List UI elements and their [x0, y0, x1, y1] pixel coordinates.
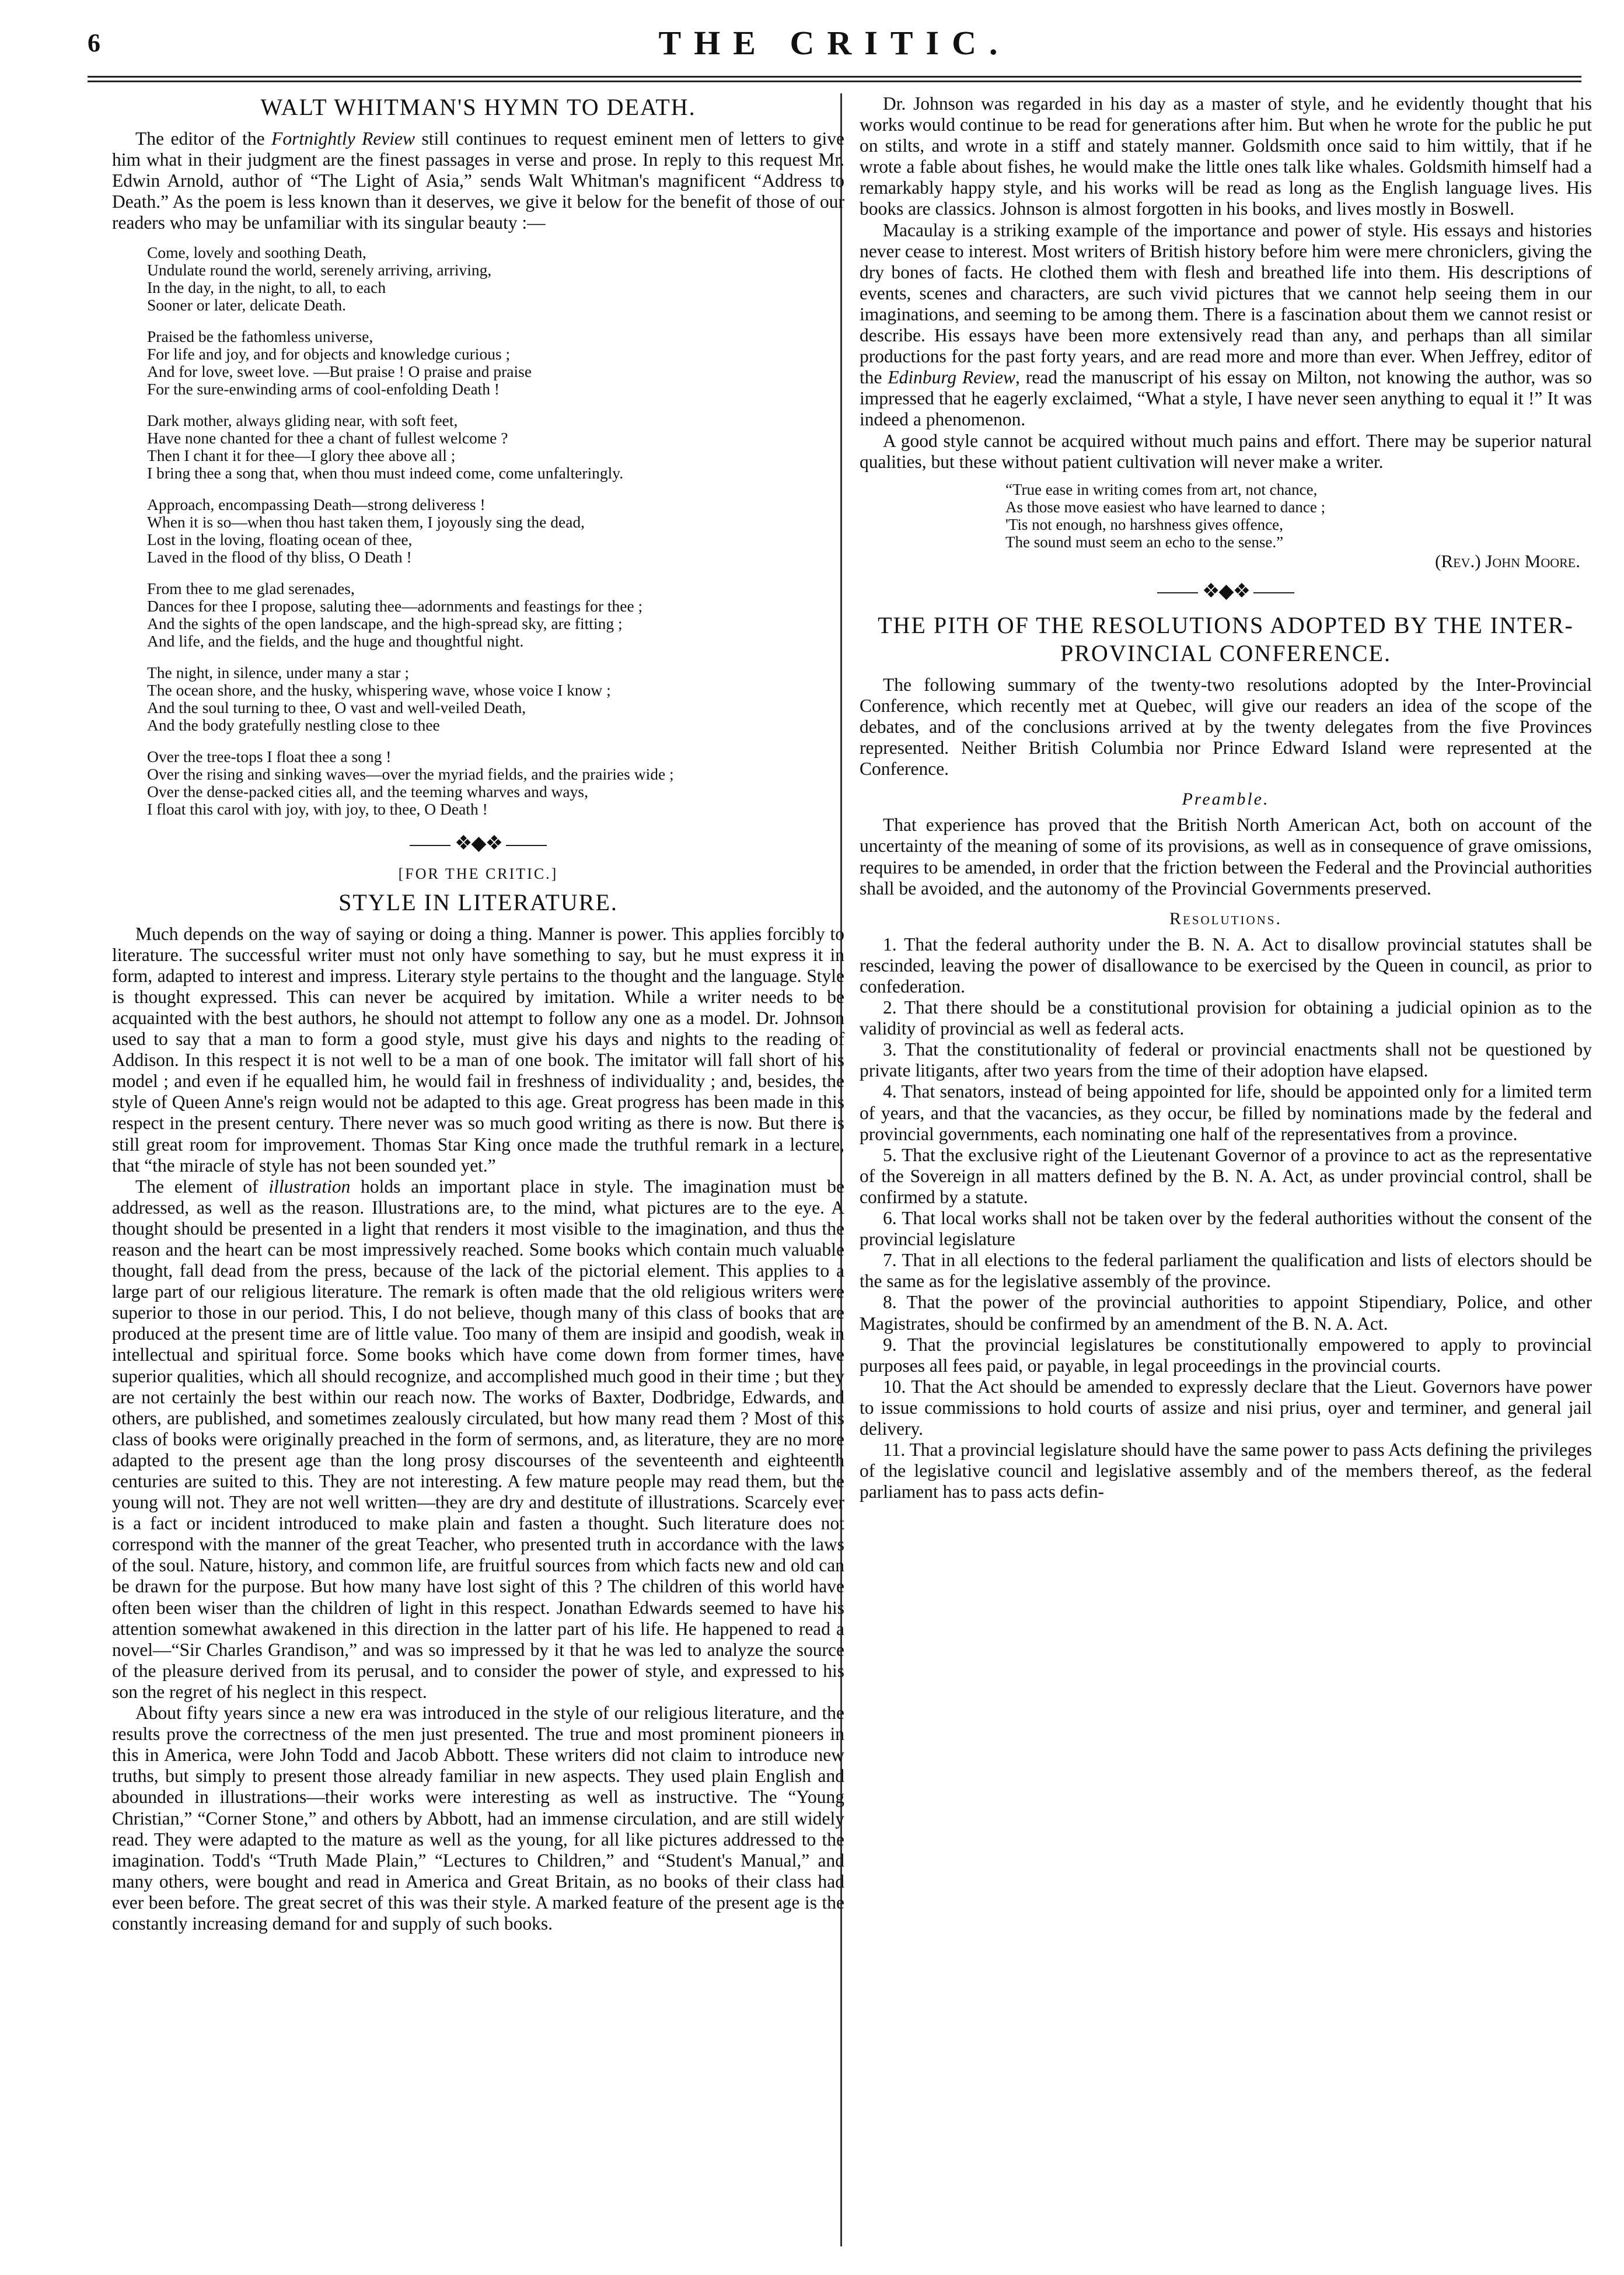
paper-title: THE CRITIC. [658, 24, 1011, 62]
resolutions-heading: Resolutions. [1169, 908, 1282, 928]
poem-stanza [147, 664, 844, 734]
poem-line: Approach, encompassing Death—strong deliveress ! [147, 495, 486, 514]
quote-line: “True ease in writing comes from art, not chance, [1005, 480, 1318, 498]
poem-line: Dark mother, always gliding near, with soft feet, [147, 411, 458, 430]
poem-line: And the body gratefully nestling close to thee [147, 716, 440, 735]
poem-stanza [147, 496, 844, 566]
preamble-text: That experience has proved that the British North American Act, both on account of the uncertainty of the meaning of some of its provisions, as well as in consequence of grave omissions, requires to be amended, in order that the friction between the Federal and the Provincial authorities shall be avoided, and the autonomy of the Provincial Governments preserved. [860, 815, 1592, 899]
poem-line: Praised be the fathomless universe, [147, 327, 373, 346]
verse-quote [1005, 481, 1592, 551]
resolution-item: 7. That in all elections to the federal parliament the qualification and lists of electors should be the same as for the legislative assembly of the province. [860, 1250, 1592, 1292]
poem-line: Laved in the flood of thy bliss, O Death ! [147, 548, 412, 567]
poem-line: Over the dense-packed cities all, and the teeming wharves and ways, [147, 782, 588, 801]
style-article-title: STYLE IN LITERATURE. [338, 889, 618, 915]
quote-line: 'Tis not enough, no harshness gives offence, [1005, 515, 1283, 533]
style-p2-start: The element of [135, 1176, 269, 1197]
poem-line: From thee to me glad serenades, [147, 579, 355, 598]
resolution-item: 11. That a provincial legislature should have the same power to pass Acts defining the privileges of the legislative council and legislative assembly and of the members thereof, as the federal parliament has to pass acts defin- [860, 1439, 1592, 1502]
poem-stanza [147, 244, 844, 314]
poem-line: The night, in silence, under many a star ; [147, 663, 410, 682]
left-column [112, 93, 844, 1934]
style-p5-start: Macaulay is a striking example of the importance and power of style. His essays and histories never cease to interest. Most writers of British history before him were mere chroniclers, giving the dry bones of facts. He clothed them with flesh and breathed life into them. His descriptions of events, scenes and characters, are such vivid pictures that we cannot help seeing them in our imaginations, and seeming to be among them. There is a fascination about them we cannot resist or describe. His essays have been more extensively read than any, and perhaps than all similar productions for the past forty years, and are read more and more than ever. When Jeffrey, editor of the [860, 219, 1592, 388]
poem-stanza [147, 412, 844, 482]
style-p2-italic: illustration [268, 1176, 351, 1197]
masthead [88, 23, 1581, 70]
style-p2-rest: holds an important place in style. The imagination must be addressed, as well as the reason. Illustrations are, to the mind, what pictures are to the eye. A thought should be presented in a light that renders it most visible to the imagination, and thus the reason and the heart can be most impressively reached. Some books which contain much valuable thought, fall dead from the press, because of the lack of the pictorial element. This applies to a large part of our religious literature. The remark is often made that the old religious writers were superior to those in our period. This, I do not believe, though many of this class of books that are produced at the present time are of little value. Too many of them are insipid and goodish, weak in intellectual and spiritual force. Some books which have come down from former times, have superior qualities, which all should recognize, and accomplished much good in their time ; but they are not certainly the best within our reach now. The works of Baxter, Dodbridge, Edwards, and others, are published, and sometimes zealously circulated, but how many read them ? Most of this class of books were originally preached in the form of sermons, and, as literature, they are no more adapted to the present age than the long prosy discourses of the seventeenth and eighteenth centuries are suited to this. They are not interesting. A few mature people may read them, but the young will not. They are not well written—they are dry and destitute of illustrations. Scarcely ever is a fact or incident introduced to make plain and fasten a thought. Such literature does not correspond with the manner of the great Teacher, who presented truth in accordance with the laws of the soul. Nature, history, and common life, are fruitful sources from which facts new and old can be drawn for the purpose. But how many have lost sight of this ? The children of this world have often been wiser than the children of light in this respect. Jonathan Edwards seemed to have his attention somewhat awakened in this direction in the latter part of his life. He happened to read a novel—“Sir Charles Grandison,” and was so impressed by it that he was led to analyze the source of the pleasure derived from its perusal, and to consider the power of style, and expressed to his son the regret of his neglect in this respect. [112, 1176, 844, 1702]
whitman-intro [112, 128, 844, 233]
poem-line: And the soul turning to thee, O vast and well-veiled Death, [147, 698, 526, 717]
poem-line: I float this carol with joy, with joy, to thee, O Death ! [147, 800, 488, 819]
masthead-rule [88, 76, 1581, 78]
resolution-item: 10. That the Act should be amended to expressly declare that the Lieut. Governors have power to issue commissions to hold courts of assize and nisi prius, oyer and terminer, and general jail delivery. [860, 1376, 1592, 1439]
style-paragraph: About fifty years since a new era was introduced in the style of our religious literature, and the results prove the correctness of the men just presented. The true and most prominent pioneers in this in America, were John Todd and Jacob Abbott. These writers did not claim to introduce new truths, but simply to present those already familiar in new aspects. They used plain English and abounded in illustrations—their works were interesting as well as instructive. The “Young Christian,” “Corner Stone,” and others by Abbott, had an immense circulation, and are still widely read. They were adapted to the mature as well as the young, for all like pictures addressed to the imagination. Todd's “Truth Made Plain,” “Lectures to Children,” and “Student's Manual,” and many others, were bought and read in America and Great Britain, as no books of their class had ever been before. The great secret of this was their style. A marked feature of the present age is the constantly increasing demand for and supply of such books. [112, 1703, 844, 1934]
poem-line: In the day, in the night, to all, to each [147, 278, 386, 297]
poem-line: Over the rising and sinking waves—over the myriad fields, and the prairies wide ; [147, 765, 674, 784]
style-paragraph-illustration [112, 1176, 844, 1703]
conference-article-title: THE PITH OF THE RESOLUTIONS ADOPTED BY THE INTER-PROVINCIAL CONFERENCE. [878, 611, 1574, 666]
page-number: 6 [88, 29, 100, 57]
ornament-divider: ❖◆❖ [860, 580, 1592, 603]
ornament-divider: ❖◆❖ [112, 832, 844, 855]
poem-line: Undulate round the world, serenely arriving, arriving, [147, 261, 492, 279]
poem-line: And the sights of the open landscape, and the high-spread sky, are fitting ; [147, 614, 623, 633]
resolution-item: 8. That the power of the provincial authorities to appoint Stipendiary, Police, and other Magistrates, should be confirmed by an amendment of the B. N. A. Act. [860, 1292, 1592, 1334]
whitman-intro-start: The editor of the [135, 128, 272, 149]
quote-line: The sound must seem an echo to the sense.” [1005, 533, 1284, 551]
poem-line: And for love, sweet love. —But praise ! O praise and praise [147, 362, 532, 381]
review-name: Fortnightly Review [271, 128, 415, 149]
style-paragraph: A good style cannot be acquired without much pains and effort. There may be superior natural qualities, but these without patient cultivation will never make a writer. [860, 430, 1592, 472]
resolution-item: 4. That senators, instead of being appointed for life, should be appointed only for a limited term of years, and that the vacancies, as they occur, be filled by nominations made by the federal and provincial governments, each nominating one half of the representatives from a province. [860, 1081, 1592, 1144]
resolution-item: 6. That local works shall not be taken over by the federal authorities without the consent of the provincial legislature [860, 1208, 1592, 1250]
preamble-heading: Preamble. [1182, 789, 1270, 809]
poem-line: Then I chant it for thee—I glory thee above all ; [147, 446, 456, 465]
edinburg-review: Edinburg Review [888, 367, 1015, 388]
resolution-item: 3. That the constitutionality of federal or provincial enactments shall not be questioned by private litigants, after two years from the time of their adoption have elapsed. [860, 1039, 1592, 1081]
poem-line: When it is so—when thou hast taken them, I joyously sing the dead, [147, 513, 585, 532]
quote-line: As those move easiest who have learned to dance ; [1005, 498, 1326, 516]
poem-line: And life, and the fields, and the huge and thoughtful night. [147, 632, 524, 651]
right-column [860, 93, 1592, 1502]
poem-stanza [147, 748, 844, 818]
style-paragraph-johnson: Dr. Johnson was regarded in his day as a master of style, and he evidently thought that his works would continue to be read for generations after him. But when he wrote for the public he put on stilts, and wrote in a stiff and stately manner. Goldsmith once said to him wittily, that if he wrote a fable about fishes, he would make the little ones talk like whales. Goldsmith himself had a remarkably happy style, and his works will be read as long as the English language lives. His books are classics. Johnson is almost forgotten in his books, and lives mostly in Boswell. [860, 93, 1592, 219]
poem-line: The ocean shore, and the husky, whispering wave, whose voice I know ; [147, 681, 611, 700]
resolution-item: 9. That the provincial legislatures be constitutionally empowered to apply to provincial purposes all fees paid, or payable, in legal proceedings in the provincial courts. [860, 1334, 1592, 1376]
poem-line: Have none chanted for thee a chant of fullest welcome ? [147, 429, 508, 448]
style-p5-rest: , read the manuscript of his essay on Milton, not knowing the author, was so impressed that he eagerly exclaimed, “What a style, I have never seen anything to equal it !” It was indeed a phenomenon. [860, 367, 1592, 430]
poem-line: Dances for thee I propose, saluting thee—adornments and feastings for thee ; [147, 597, 643, 616]
style-paragraph: Much depends on the way of saying or doing a thing. Manner is power. This applies forcibly to literature. The successful writer must not only have something to say, but he must express it in form, adapted to interest and impress. Literary style pertains to the thought and the language. Style is thought expressed. This can never be acquired by imitation. While a writer needs to be acquainted with the best authors, he should not attempt to follow any one as a model. Dr. Johnson used to say that a man to form a good style, must give his days and nights to the reading of Addison. In this respect it is not well to be a man of one book. The imitator will fall short of his model ; and even if he equalled him, he would fail in freshness of individuality ; and, besides, the style of Queen Anne's reign would not be adapted to this age. Great progress has been made in this respect in the present century. There never was so much good writing as there is now. But there is still great room for improvement. Thomas Star King once made the truthful remark in a lecture, that “the miracle of style has not been sounded yet.” [112, 923, 844, 1176]
whitman-intro-rest: still continues to request eminent men of letters to give him what in their judgment are the finest passages in verse and prose. In reply to this request Mr. Edwin Arnold, author of “The Light of Asia,” sends Walt Whitman's magnificent “Address to Death.” As the poem is less known than it deserves, we give it below for the benefit of those of our readers who may be unfamiliar with its singular beauty :— [112, 128, 844, 233]
poem-line: For the sure-enwinding arms of cool-enfolding Death ! [147, 380, 500, 399]
resolution-item: 1. That the federal authority under the B. N. A. Act to disallow provincial statutes shall be rescinded, leaving the power of disallowance to be exercised by the Queen in council, as prior to confederation. [860, 934, 1592, 997]
masthead-rule-lower [88, 81, 1581, 82]
poem-line: I bring thee a song that, when thou must indeed come, come unfalteringly. [147, 464, 624, 483]
style-byline: [FOR THE CRITIC.] [398, 865, 558, 883]
resolution-item: 2. That there should be a constitutional provision for obtaining a judicial opinion as to the validity of provincial as well as federal acts. [860, 997, 1592, 1039]
poem-line: For life and joy, and for objects and knowledge curious ; [147, 345, 511, 364]
poem-line: Over the tree-tops I float thee a song ! [147, 747, 392, 766]
poem-stanza [147, 580, 844, 650]
whitman-poem [147, 244, 844, 818]
conference-intro: The following summary of the twenty-two resolutions adopted by the Inter-Provincial Conference, which recently met at Quebec, will give our readers an idea of the scope of the debates, and of the conclusions arrived at by the twenty delegates from the five Provinces represented. Neither British Columbia nor Prince Edward Island were represented at the Conference. [860, 674, 1592, 780]
poem-line: Sooner or later, delicate Death. [147, 296, 346, 314]
resolution-item: 5. That the exclusive right of the Lieutenant Governor of a province to act as the representative of the Sovereign in all matters defined by the B. N. A. Act, as under provincial control, shall be confirmed by a statute. [860, 1144, 1592, 1207]
style-paragraph-macaulay [860, 220, 1592, 431]
poem-stanza [147, 328, 844, 398]
whitman-article-title: WALT WHITMAN'S HYMN TO DEATH. [260, 94, 696, 120]
poem-line: Lost in the loving, floating ocean of thee, [147, 530, 413, 549]
poem-line: Come, lovely and soothing Death, [147, 243, 366, 262]
author-attribution: (Rev.) John Moore. [1435, 550, 1580, 571]
